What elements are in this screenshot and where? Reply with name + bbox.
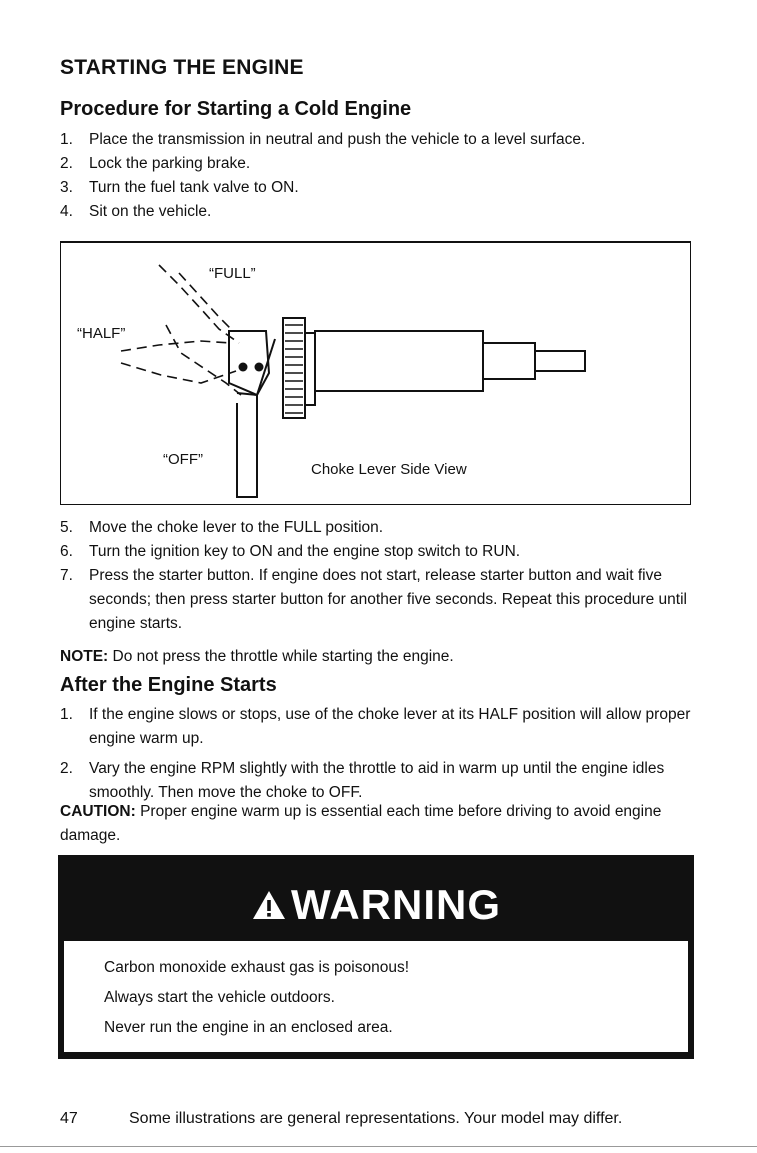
- list-item: [60, 516, 700, 540]
- list-item: [60, 540, 700, 564]
- list-item: [60, 176, 700, 200]
- note-label: NOTE:: [60, 648, 109, 665]
- list-item: [60, 564, 700, 636]
- step-text: Place the transmission in neutral and push the vehicle to a level surface.: [89, 131, 586, 148]
- warning-title-row: [58, 881, 694, 929]
- list-item: [60, 152, 700, 176]
- step-number: 3.: [60, 179, 73, 196]
- cold-start-steps-list: [60, 128, 700, 224]
- warning-line: Never run the engine in an enclosed area.: [104, 1019, 393, 1036]
- step-text: Sit on the vehicle.: [89, 203, 212, 220]
- figure-caption: Choke Lever Side View: [311, 461, 467, 478]
- step-number: 6.: [60, 543, 73, 560]
- caution-label: CAUTION:: [60, 803, 136, 820]
- warning-content: [64, 941, 688, 1052]
- after-start-heading: After the Engine Starts: [60, 674, 277, 696]
- warning-line: Always start the vehicle outdoors.: [104, 989, 335, 1006]
- step-number: 2.: [60, 155, 73, 172]
- step-text: If the engine slows or stops, use of the choke lever at its HALF position will allow proper engine warm up.: [89, 706, 691, 747]
- step-number: 2.: [60, 760, 73, 777]
- step-text: Turn the fuel tank valve to ON.: [89, 179, 299, 196]
- step-text: Turn the ignition key to ON and the engine stop switch to RUN.: [89, 543, 521, 560]
- step-number: 1.: [60, 131, 73, 148]
- footer-disclaimer: Some illustrations are general representations. Your model may differ.: [129, 1110, 623, 1127]
- bottom-divider: [0, 1146, 757, 1147]
- step-number: 1.: [60, 706, 73, 723]
- step-text: Move the choke lever to the FULL position.: [89, 519, 384, 536]
- half-position-label: “HALF”: [77, 325, 126, 342]
- caution-paragraph: [60, 800, 700, 848]
- list-item: [60, 200, 700, 224]
- warning-box: [58, 855, 694, 1059]
- note-text: Do not press the throttle while starting the engine.: [108, 648, 454, 665]
- warning-line: Carbon monoxide exhaust gas is poisonous!: [104, 959, 410, 976]
- note-paragraph: [60, 645, 700, 669]
- page-title: STARTING THE ENGINE: [60, 56, 304, 79]
- warning-title: WARNING: [291, 881, 501, 928]
- step-text: Vary the engine RPM slightly with the throttle to aid in warm up until the engine idles smoothly. Then move the choke to OFF.: [89, 760, 665, 801]
- step-number: 7.: [60, 567, 73, 584]
- step-text: Lock the parking brake.: [89, 155, 251, 172]
- step-number: 5.: [60, 519, 73, 536]
- list-item: [60, 128, 700, 152]
- full-position-label: “FULL”: [209, 265, 256, 282]
- list-item: [60, 703, 700, 751]
- off-position-label: “OFF”: [163, 451, 203, 468]
- list-item: [60, 757, 700, 805]
- page-number: 47: [60, 1110, 78, 1127]
- caution-text: Proper engine warm up is essential each time before driving to avoid engine damage.: [60, 803, 662, 844]
- step-number: 4.: [60, 203, 73, 220]
- cold-start-heading: Procedure for Starting a Cold Engine: [60, 98, 412, 120]
- after-start-steps-list: [60, 703, 700, 805]
- step-text: Press the starter button. If engine does not start, release starter button and wait five seconds; then press starter button for another five seconds. Repeat this procedure until engine starts.: [89, 567, 687, 632]
- cold-start-steps-continued: [60, 516, 700, 636]
- choke-lever-figure: [60, 241, 691, 505]
- warning-triangle-icon: [251, 889, 287, 921]
